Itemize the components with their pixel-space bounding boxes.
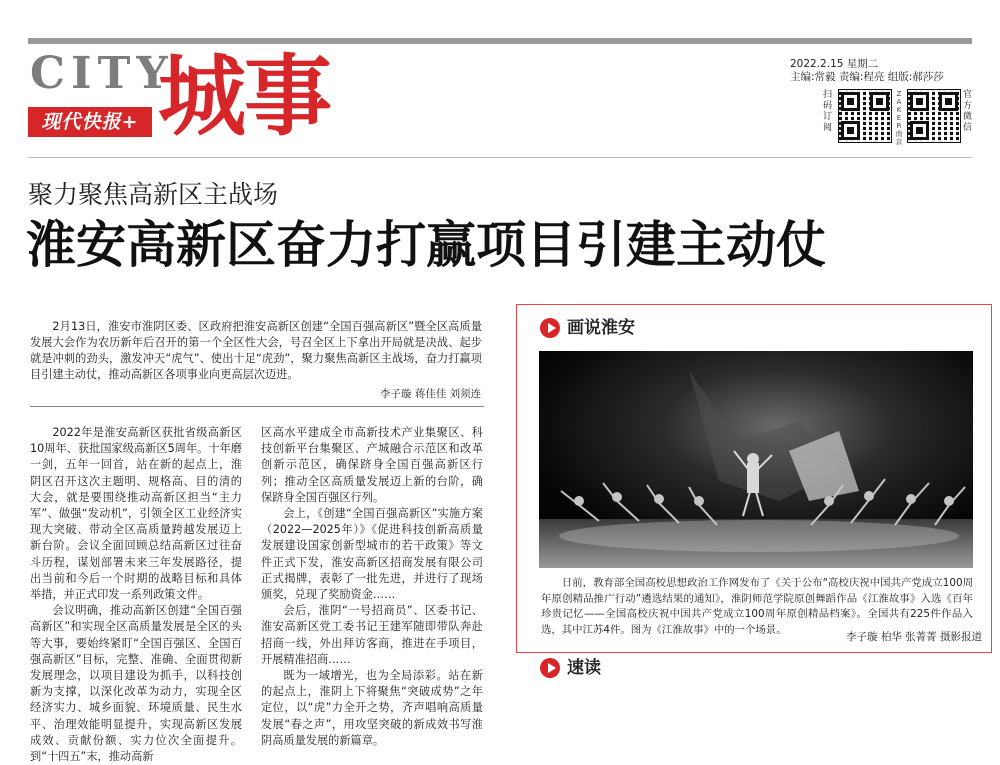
qr-label-zaker: ZAKER南京 xyxy=(895,90,903,146)
paragraph: 既为一域增光，也为全局添彩。站在新的起点上，淮阴上下将聚焦“突破成势”之年定位，以“虎”力全开之势，齐声唱响高质量发展“春之声”，用攻坚突破的新成效书写淮阴高质量发展的新篇章。 xyxy=(261,669,483,747)
photo-caption: 日前，教育部全国高校思想政治工作网发布了《关于公布“高校庆祝中国共产党成立100周年原创精品推广行动”遴选结果的通知》，淮阴师范学院原创舞蹈作品《江淮故事》入选《百年珍贵记忆——全国高校庆祝中国共产党成立100周年原创精品档案》。全国共有225件作品入选，其中江苏4件。图为《江淮故事》中的一个场景。 xyxy=(541,577,973,636)
masthead-divider xyxy=(28,157,972,158)
article-column-2 xyxy=(261,425,483,749)
paragraph: 区高水平建成全市高新技术产业集聚区、科技创新平台集聚区、产城融合示范区和改革创新示范区，确保跻身全国百强高新区行列；推动全区高质量发展迈上新的台阶，确保跻身全国百强区行列。 xyxy=(261,426,483,504)
article-kicker: 聚力聚焦高新区主战场 xyxy=(28,180,279,209)
play-icon[interactable] xyxy=(540,658,560,678)
brand-logo[interactable]: 现代快报+ xyxy=(28,107,152,137)
date-line: 2022.2.15 星期二 xyxy=(790,58,879,70)
paragraph: 会上，《创建“全国百强高新区”实施方案（2022—2025年）》《促进科技创新高质量发展建设国家创新型城市的若干政策》等文件正式下发，淮安高新区招商发展有限公司正式揭牌，表彰了一批先进，并进行了现场颁奖，兑现了奖励资金…… xyxy=(261,507,483,602)
dance-scene-illustration xyxy=(539,351,973,568)
quick-read-title[interactable]: 速读 xyxy=(567,658,601,678)
lead-divider xyxy=(30,406,484,407)
dance-photo[interactable] xyxy=(539,351,973,568)
photo-feature-title[interactable]: 画说淮安 xyxy=(567,318,635,338)
article-lead: 2月13日，淮安市淮阴区委、区政府把淮安高新区创建“全国百强高新区”暨全区高质量发展大会作为农历新年后召开的第一个全区性大会，号召全区上下拿出开局就是决战、起步就是冲刺的劲头，激发冲天“虎气”、使出十足“虎劲”，聚力聚焦高新区主战场，奋力打赢项目引建主动仗，推动高新区各项事业向更高层次迈进。 xyxy=(30,320,482,381)
city-wordmark: CITY xyxy=(30,48,174,99)
editors-line: 主编:常毅 责编:程亮 组版:郝莎莎 xyxy=(790,71,944,83)
qr-label-official: 官方微信 xyxy=(962,90,972,133)
paragraph: 会后，淮阴“一号招商员”、区委书记、淮安高新区党工委书记王建军随即带队奔赴招商一线，外出拜访客商，推进在手项目，开展精准招商…… xyxy=(261,604,483,666)
article-byline: 李子璇 蒋佳佳 刘须连 xyxy=(380,388,482,400)
qr-code-subscribe-icon[interactable] xyxy=(838,89,892,143)
qr-code-wechat-icon[interactable] xyxy=(907,89,961,143)
photo-byline: 李子璇 柏华 张菁菁 摄影报道 xyxy=(846,631,983,643)
paragraph: 2022年是淮安高新区获批省级高新区10周年、获批国家级高新区5周年。十年磨一剑，五年一回首，站在新的起点上，淮阴区召开这次主题明、规格高、目的清的大会，就是要围绕推动高新区担当“主力军”、做强“发动机”，引领全区工业经济实现大突破、带动全区高质量跨越发展迈上新台阶。会议全面回顾总结高新区过往奋斗历程，谋划部署未来三年发展路径，提出当前和今后一个时期的战略目标和具体举措，并正式印发一系列政策文件。 xyxy=(30,426,242,602)
play-icon[interactable] xyxy=(540,318,560,338)
article-column-1 xyxy=(30,425,242,765)
qr-label-subscribe: 扫码订阅 xyxy=(822,90,832,133)
paragraph: 会议明确，推动高新区创建“全国百强高新区”和实现全区高质量发展是全区的头等大事，要始终紧盯“全国百强区、全国百强高新区”目标，完整、准确、全面贯彻新发展理念，以项目建设为抓手，以科技创新为支撑，以深化改革为动力，实现全区经济实力、城乡面貌、环境质量、民生水平、治理效能明显提升，实现高新区发展成效、贡献份额、实力位次全面提升。到“十四五”末，推动高新 xyxy=(30,604,242,764)
article-headline[interactable]: 淮安高新区奋力打赢项目引建主动仗 xyxy=(26,216,826,274)
section-title: 城事 xyxy=(158,44,331,148)
